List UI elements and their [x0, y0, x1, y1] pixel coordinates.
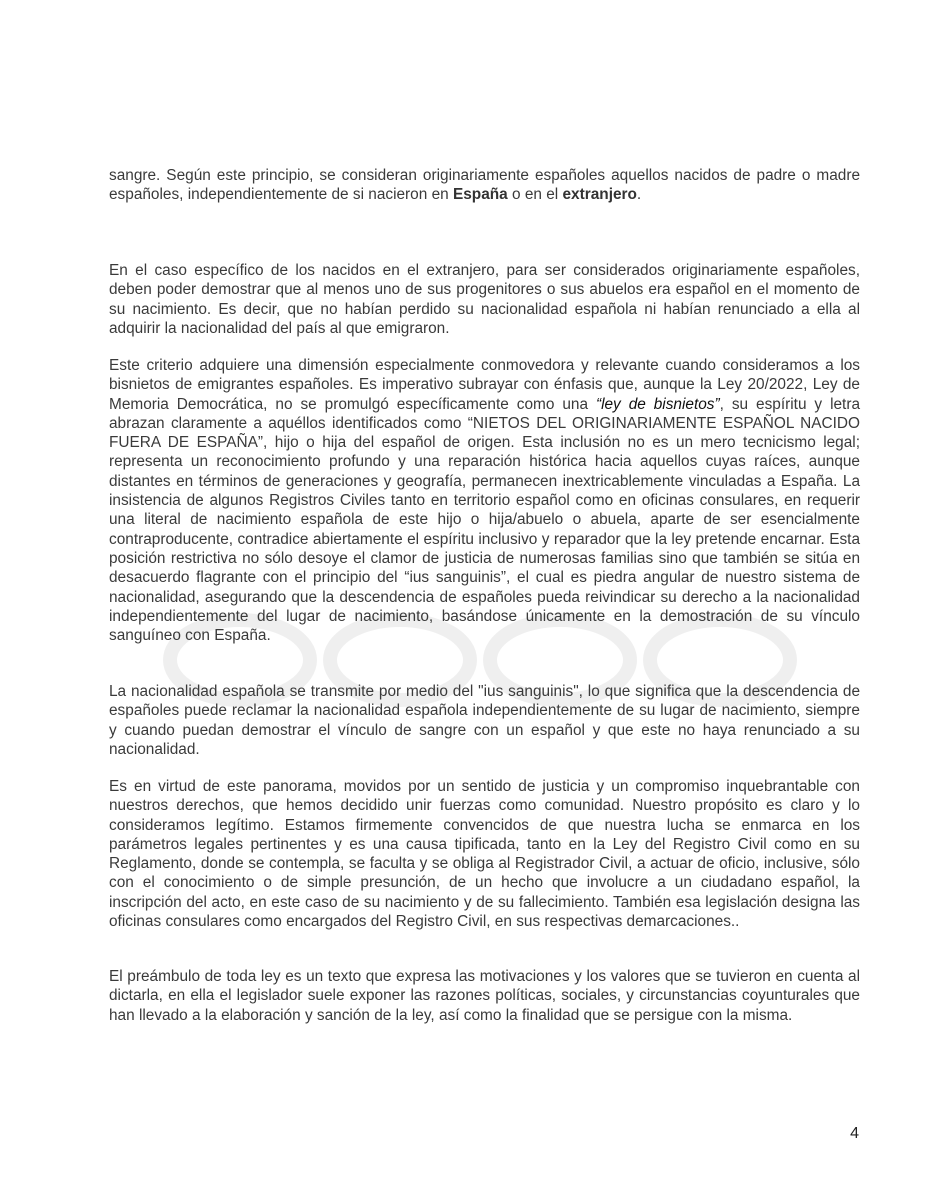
- paragraph-3: [109, 356, 860, 645]
- paragraph-3-text-b: , su espíritu y letra abrazan claramente a aquéllos identificados como “NIETOS DEL ORIGINARIAMENTE ESPAÑOL NACIDO FUERA DE ESPAÑA”, hijo o hija del español de origen. Esta inclusión no es un mero tecnicismo legal; representa un reconocimiento profundo y una reparación histórica hacia aquellos cuyas raíces, aunque distantes en términos de generaciones y geografía, permanecen inextricablemente vinculadas a España. La insistencia de algunos Registros Civiles tanto en territorio español como en oficinas consulares, en requerir una literal de nacimiento española de este hijo o hija/abuelo o abuela, aparte de ser esencialmente contraproducente, contradice abiertamente el espíritu inclusivo y reparador que la ley pretende encarnar. Esta posición restrictiva no sólo desoye el clamor de justicia de numerosas familias sino que también se sitúa en desacuerdo flagrante con el principio del “ius sanguinis”, el cual es piedra angular de nuestro sistema de nacionalidad, asegurando que la descendencia de españoles pueda reivindicar su derecho a la nacionalidad independientemente del lugar de nacimiento, basándose únicamente en la demostración de su vínculo sanguíneo con España.: [109, 395, 861, 645]
- paragraph-4: La nacionalidad española se transmite por medio del "ius sanguinis", lo que significa que la descendencia de españoles puede reclamar la nacionalidad española independientemente de su lugar de nacimiento, siempre y cuando puedan demostrar el vínculo de sangre con un español y que este no haya renunciado a su nacionalidad.: [109, 683, 860, 758]
- paragraph-1-text-c: o en el: [507, 186, 563, 204]
- paragraph-6: El preámbulo de toda ley es un texto que expresa las motivaciones y los valores que se tuvieron en cuenta al dictarla, en ella el legislador suele exponer las razones políticas, sociales, y circunstancias coyunturales que han llevado a la elaboración y sanción de la ley, así como la finalidad que se persigue con la misma.: [109, 968, 860, 1024]
- page-number: 4: [850, 1125, 859, 1142]
- paragraph-3-text-a: Este criterio adquiere una dimensión especialmente conmovedora y relevante cuando consideramos a los bisnietos de emigrantes españoles. Es imperativo subrayar con énfasis que, aunque la Ley 20/2022, Ley de Memoria Democrática, no se promulgó específicamente como una: [109, 357, 860, 413]
- paragraph-1-text-a: sangre. Según este principio, se consideran originariamente españoles aquellos nacidos de padre o madre españoles, independientemente de si nacieron en: [109, 167, 860, 204]
- bold-espana: España: [452, 186, 508, 204]
- bold-extranjero: extranjero: [562, 186, 637, 204]
- paragraph-1: [109, 166, 860, 205]
- paragraph-1-text-d: .: [636, 186, 642, 204]
- paragraph-2: En el caso específico de los nacidos en el extranjero, para ser considerados originariamente españoles, deben poder demostrar que al menos uno de sus progenitores o sus abuelos era español en el momento de su nacimiento. Es decir, que no habían perdido su nacionalidad española ni habían renunciado a ella al adquirir la nacionalidad del país al que emigraron.: [109, 262, 860, 337]
- paragraph-5: Es en virtud de este panorama, movidos por un sentido de justicia y un compromiso inquebrantable con nuestros derechos, que hemos decidido unir fuerzas como comunidad. Nuestro propósito es claro y lo consideramos legítimo. Estamos firmemente convencidos de que nuestra lucha se enmarca en los parámetros legales pertinentes y es una causa tipificada, tanto en la Ley del Registro Civil como en su Reglamento, donde se contempla, se faculta y se obliga al Registrador Civil, a actuar de oficio, inclusive, sólo con el conocimiento o de simple presunción, de un hecho que involucre a un ciudadano español, la inscripción del acto, en este caso de su nacimiento y de su fallecimiento. También esa legislación designa las oficinas consulares como encargados del Registro Civil, en sus respectivas demarcaciones..: [109, 778, 860, 931]
- italic-ley-de-bisnietos: “ley de bisnietos”: [595, 395, 720, 413]
